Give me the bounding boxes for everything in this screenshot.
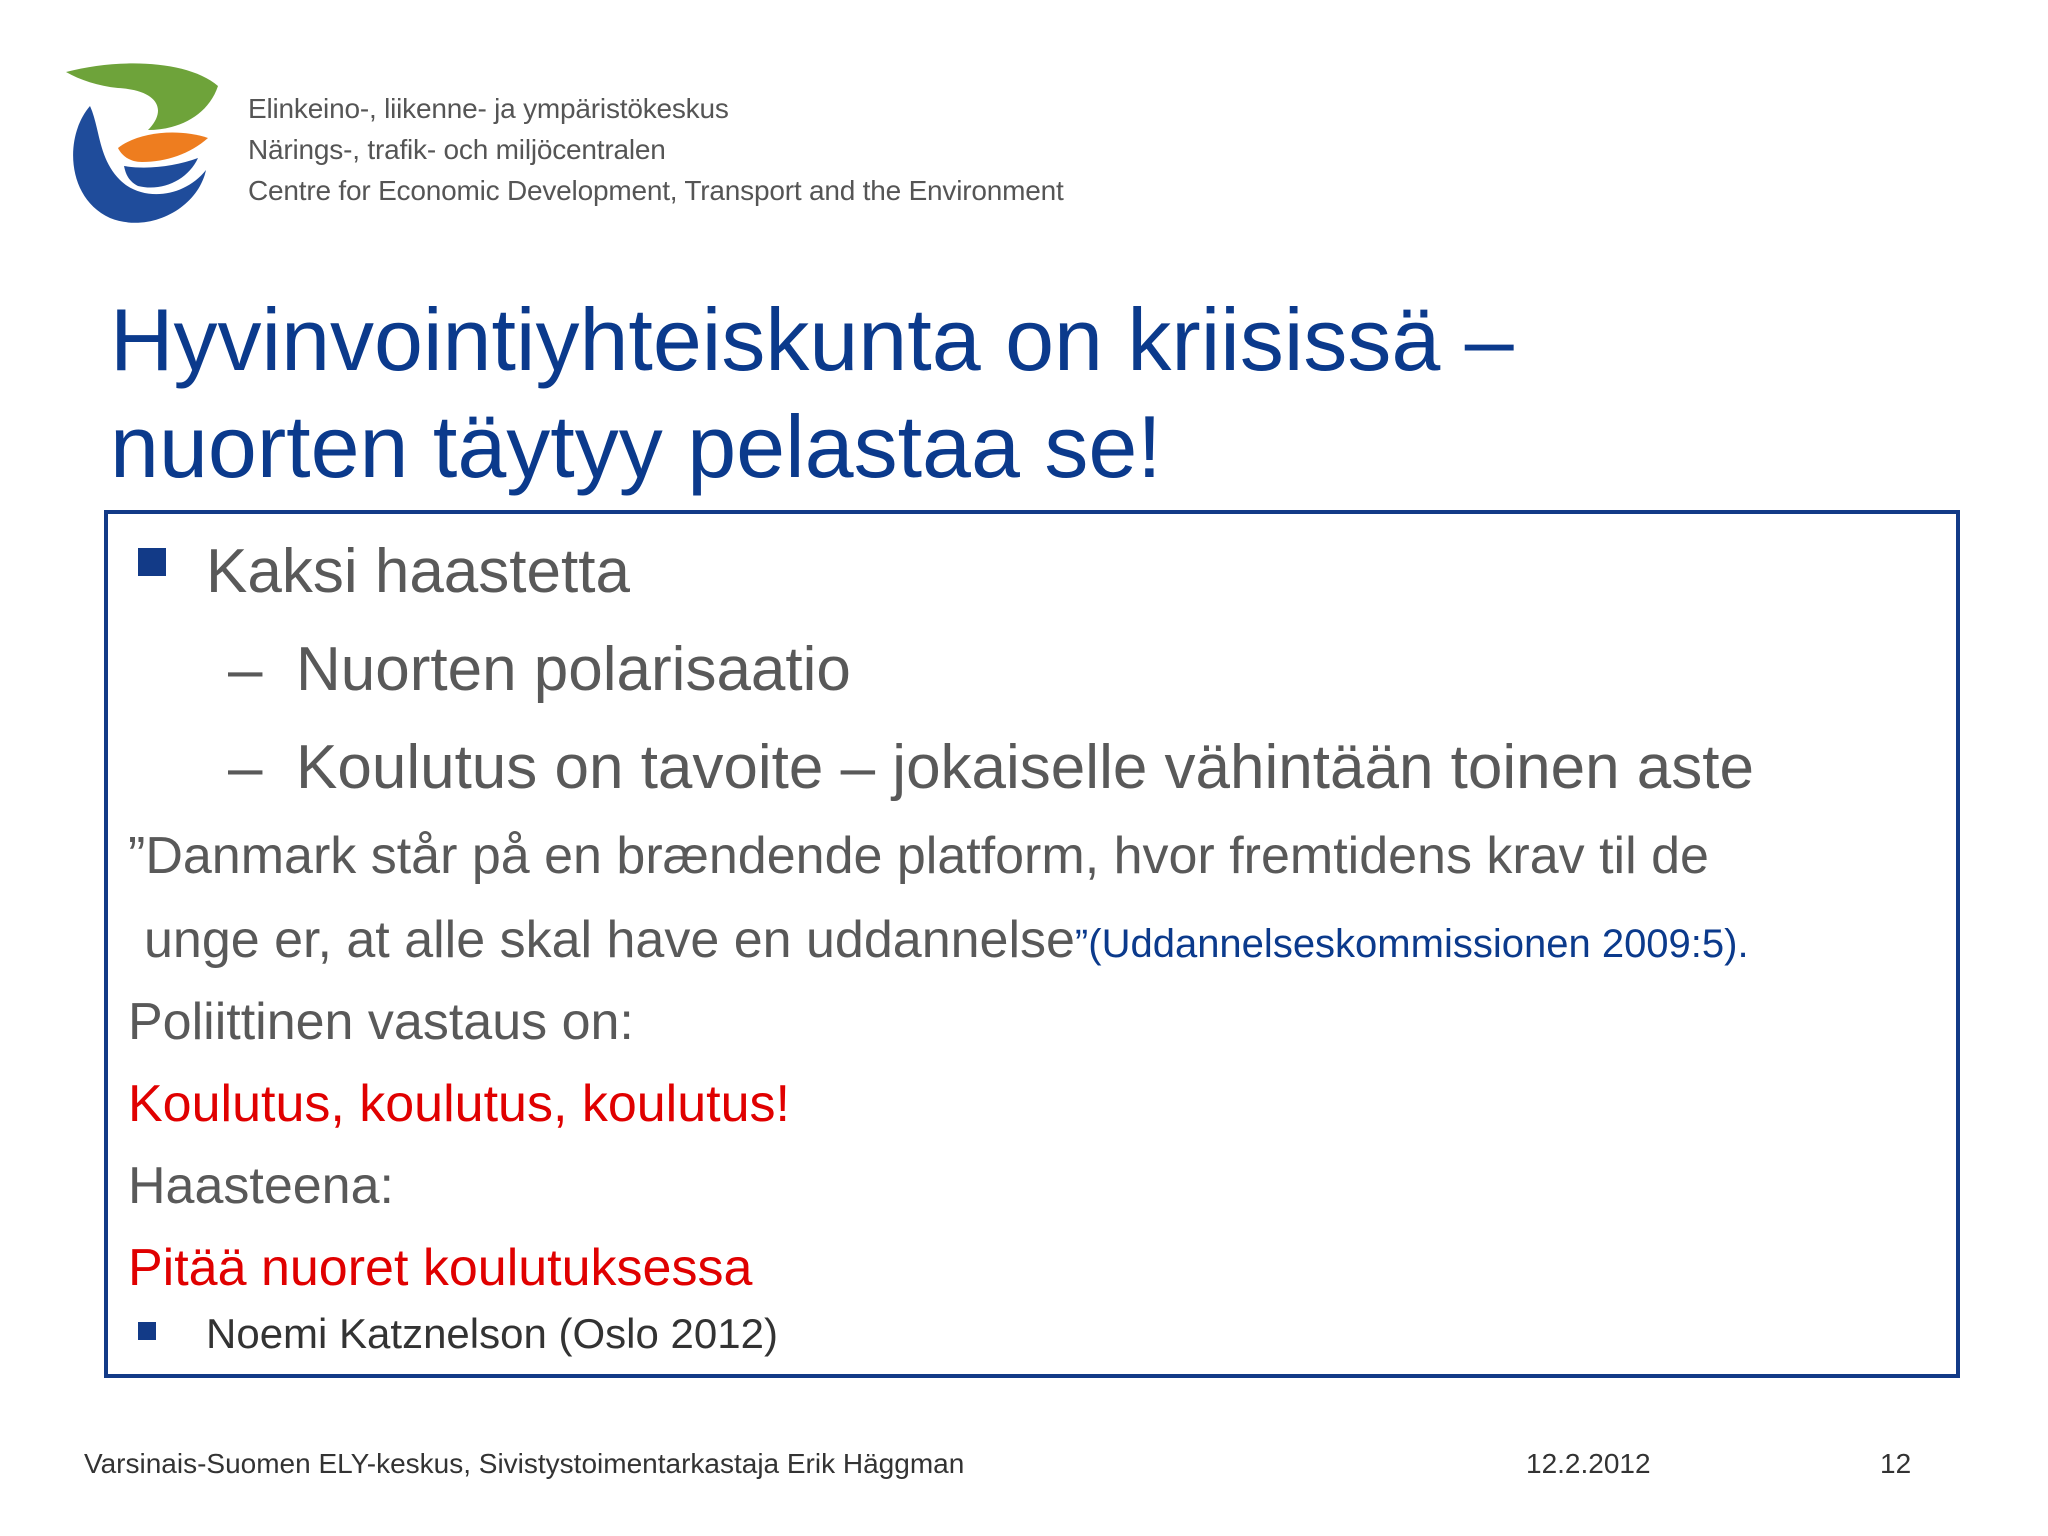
- sub-bullet-dash-2: –: [228, 733, 263, 802]
- footer-date: 12.2.2012: [1526, 1448, 1651, 1479]
- slide-title-line-2: nuorten täytyy pelastaa se!: [110, 397, 1162, 496]
- bullet-square-icon-small: [138, 1322, 156, 1340]
- quote-line-1: ”Danmark står på en brændende platform, hvor fremtidens krav til de: [128, 827, 1709, 885]
- slide-title-line-1: Hyvinvointiyhteiskunta on kriisissä –: [110, 290, 1514, 389]
- reference-text: Noemi Katznelson (Oslo 2012): [206, 1310, 778, 1357]
- org-name-swedish: Närings-, trafik- och miljöcentralen: [248, 134, 666, 165]
- logo-orange-shape: [118, 133, 208, 162]
- organization-names: [248, 88, 1064, 211]
- main-bullet-text: Kaksi haastetta: [206, 537, 630, 606]
- quote-line-2: [144, 910, 1749, 970]
- bullet-square-icon: [138, 548, 166, 576]
- sub-bullet-text-2: Koulutus on tavoite – jokaiselle vähintään toinen aste: [296, 733, 1754, 802]
- slide-title: [110, 286, 1910, 500]
- quote-source: ”(Uddannelseskommissionen 2009:5).: [1074, 922, 1749, 966]
- footer-page-number: 12: [1880, 1448, 1912, 1479]
- sub-bullet-dash-1: –: [228, 635, 263, 704]
- policy-label: Poliittinen vastaus on:: [128, 993, 634, 1051]
- footer-author: Varsinais-Suomen ELY-keskus, Sivistystoimentarkastaja Erik Häggman: [84, 1448, 965, 1479]
- challenge-answer: Pitää nuoret koulutuksessa: [128, 1239, 753, 1297]
- ely-logo: [58, 58, 228, 228]
- quote-line-2-text: unge er, at alle skal have en uddannelse: [144, 911, 1075, 969]
- logo-blue-bar: [124, 158, 198, 188]
- org-name-english: Centre for Economic Development, Transport and the Environment: [248, 175, 1064, 206]
- content-box: [104, 510, 1960, 1378]
- sub-bullet-text-1: Nuorten polarisaatio: [296, 635, 851, 704]
- org-name-finnish: Elinkeino-, liikenne- ja ympäristökeskus: [248, 93, 729, 124]
- challenge-label: Haasteena:: [128, 1157, 394, 1215]
- policy-answer: Koulutus, koulutus, koulutus!: [128, 1075, 790, 1133]
